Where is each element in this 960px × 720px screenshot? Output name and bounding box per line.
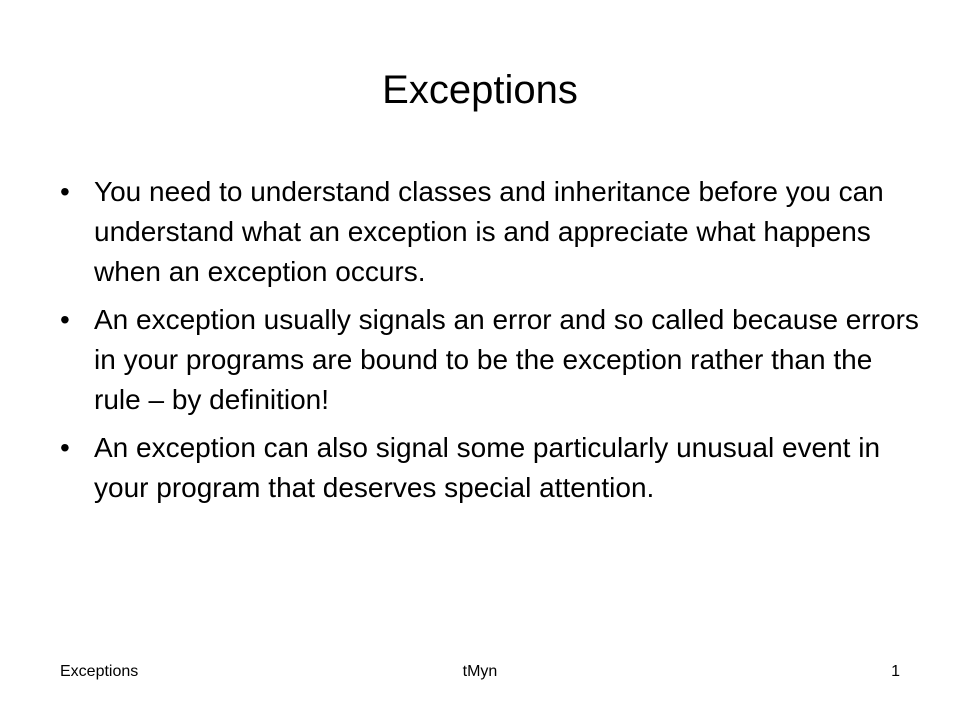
bullet-icon: •	[60, 304, 70, 335]
slide-number: 1	[891, 663, 900, 680]
bullet-text-2: An exception usually signals an error and so called because errors in your programs are bound to be the exception rather than the rule – by definition!	[94, 304, 919, 415]
bullet-icon: •	[60, 432, 70, 463]
bullet-item-1	[60, 172, 920, 292]
footer-title: Exceptions	[60, 663, 139, 680]
bullet-list	[60, 172, 920, 516]
bullet-text-3: An exception can also signal some particularly unusual event in your program that deserves special attention.	[94, 432, 881, 503]
slide-title: Exceptions	[382, 68, 578, 112]
footer-author: tMyn	[462, 663, 498, 680]
bullet-item-2	[60, 300, 920, 420]
bullet-text-1: You need to understand classes and inheritance before you can understand what an exception is and appreciate what happens when an exception occurs.	[94, 176, 884, 287]
bullet-item-3	[60, 428, 920, 508]
bullet-icon: •	[60, 176, 70, 207]
